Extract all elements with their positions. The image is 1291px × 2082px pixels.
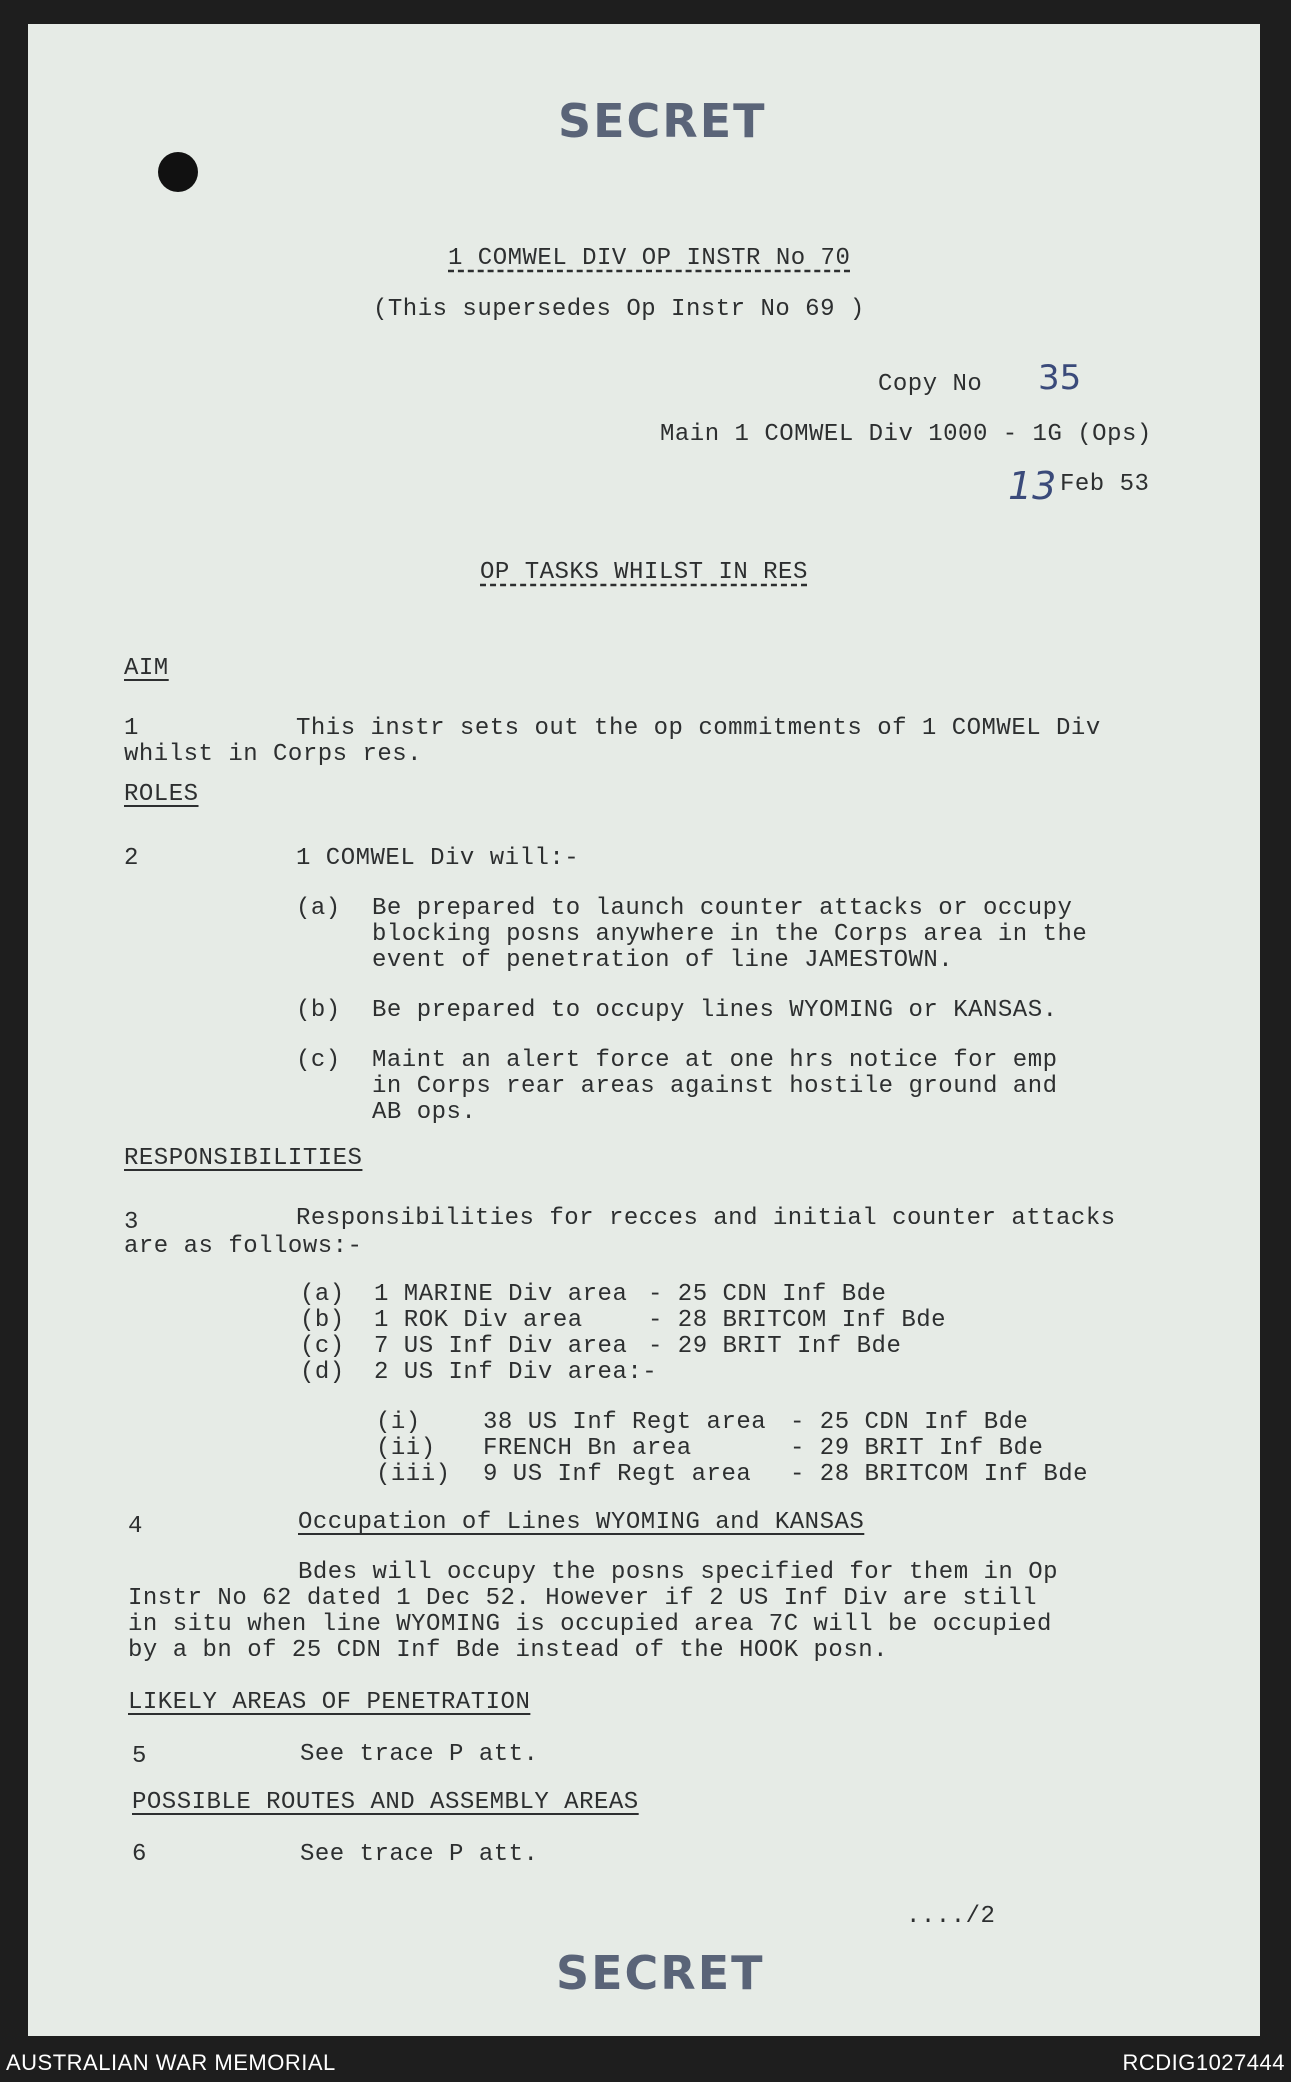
role-b-line-1: Be prepared to occupy lines WYOMING or KANSAS. [372,997,1058,1024]
resp-d-iii-label: (iii) [376,1461,451,1488]
routes-heading: POSSIBLE ROUTES AND ASSEMBLY AREAS [132,1789,639,1816]
resp-b-area: 1 ROK Div area [374,1307,583,1334]
subject-heading: OP TASKS WHILST IN RES [480,559,808,586]
roles-heading: ROLES [124,781,199,808]
para-5-number: 5 [132,1743,147,1770]
role-a-line-1: Be prepared to launch counter attacks or occupy [372,895,1073,922]
secret-stamp-top: SECRET [558,94,767,148]
secret-stamp-bottom: SECRET [556,1946,765,2000]
resp-d-i-label: (i) [376,1409,421,1436]
resp-c-area: 7 US Inf Div area [374,1333,628,1360]
para-6-text: See trace P att. [300,1841,539,1868]
resp-d-label: (d) [300,1359,345,1386]
supersedes-note: (This supersedes Op Instr No 69 ) [373,296,865,323]
para-1-number: 1 [124,715,139,742]
role-c-line-1: Maint an alert force at one hrs notice for emp [372,1047,1058,1074]
role-c-line-3: AB ops. [372,1099,477,1126]
date-day: 13 [1008,464,1057,508]
resp-d-area: 2 US Inf Div area:- [374,1359,658,1386]
resp-d-iii-area: 9 US Inf Regt area [483,1461,752,1488]
document-page [28,24,1260,2036]
para-4-number: 4 [128,1513,143,1540]
copy-label: Copy No [878,371,983,398]
para-3-number: 3 [124,1209,139,1236]
resp-d-ii-bde: - 29 BRIT Inf Bde [790,1435,1044,1462]
footer-source: AUSTRALIAN WAR MEMORIAL [6,2050,336,2075]
continuation-marker: ..../2 [906,1903,996,1930]
resp-d-i-bde: - 25 CDN Inf Bde [790,1409,1029,1436]
resp-d-ii-area: FRENCH Bn area [483,1435,692,1462]
resp-d-ii-label: (ii) [376,1435,436,1462]
role-c-line-2: in Corps rear areas against hostile ground and [372,1073,1058,1100]
para-3-line-2: are as follows:- [124,1233,363,1260]
role-a-line-3: event of penetration of line JAMESTOWN. [372,947,954,974]
para-4-line-2: Instr No 62 dated 1 Dec 52. However if 2 US Inf Div are still [128,1585,1038,1612]
para-4-line-3: in situ when line WYOMING is occupied area 7C will be occupied [128,1611,1052,1638]
date-month-year: Feb 53 [1060,471,1150,498]
resp-b-bde: - 28 BRITCOM Inf Bde [648,1307,947,1334]
instruction-title: 1 COMWEL DIV OP INSTR No 70 [448,245,851,272]
para-4-line-1: Bdes will occupy the posns specified for them in Op [298,1559,1059,1586]
footer-id: RCDIG1027444 [1122,2050,1285,2075]
resp-a-area: 1 MARINE Div area [374,1281,628,1308]
copy-number: 35 [1038,358,1082,398]
aim-heading: AIM [124,655,169,682]
occupation-heading: Occupation of Lines WYOMING and KANSAS [298,1509,865,1536]
likely-areas-heading: LIKELY AREAS OF PENETRATION [128,1689,531,1716]
punch-hole [158,152,198,192]
responsibilities-heading: RESPONSIBILITIES [124,1145,363,1172]
role-a-label: (a) [296,895,341,922]
para-2-intro: 1 COMWEL Div will:- [296,845,580,872]
resp-d-i-area: 38 US Inf Regt area [483,1409,767,1436]
para-1-line-2: whilst in Corps res. [124,741,423,768]
para-1-line-1: This instr sets out the op commitments of 1 COMWEL Div [296,715,1101,742]
origin-line: Main 1 COMWEL Div 1000 - 1G (Ops) [660,421,1152,448]
role-a-line-2: blocking posns anywhere in the Corps area in the [372,921,1088,948]
para-2-number: 2 [124,845,139,872]
para-5-text: See trace P att. [300,1741,539,1768]
resp-c-label: (c) [300,1333,345,1360]
role-c-label: (c) [296,1047,341,1074]
para-4-line-4: by a bn of 25 CDN Inf Bde instead of the HOOK posn. [128,1637,889,1664]
resp-d-iii-bde: - 28 BRITCOM Inf Bde [790,1461,1089,1488]
para-3-line-1: Responsibilities for recces and initial counter attacks [296,1205,1116,1232]
resp-a-label: (a) [300,1281,345,1308]
resp-c-bde: - 29 BRIT Inf Bde [648,1333,902,1360]
resp-b-label: (b) [300,1307,345,1334]
resp-a-bde: - 25 CDN Inf Bde [648,1281,887,1308]
para-6-number: 6 [132,1841,147,1868]
role-b-label: (b) [296,997,341,1024]
